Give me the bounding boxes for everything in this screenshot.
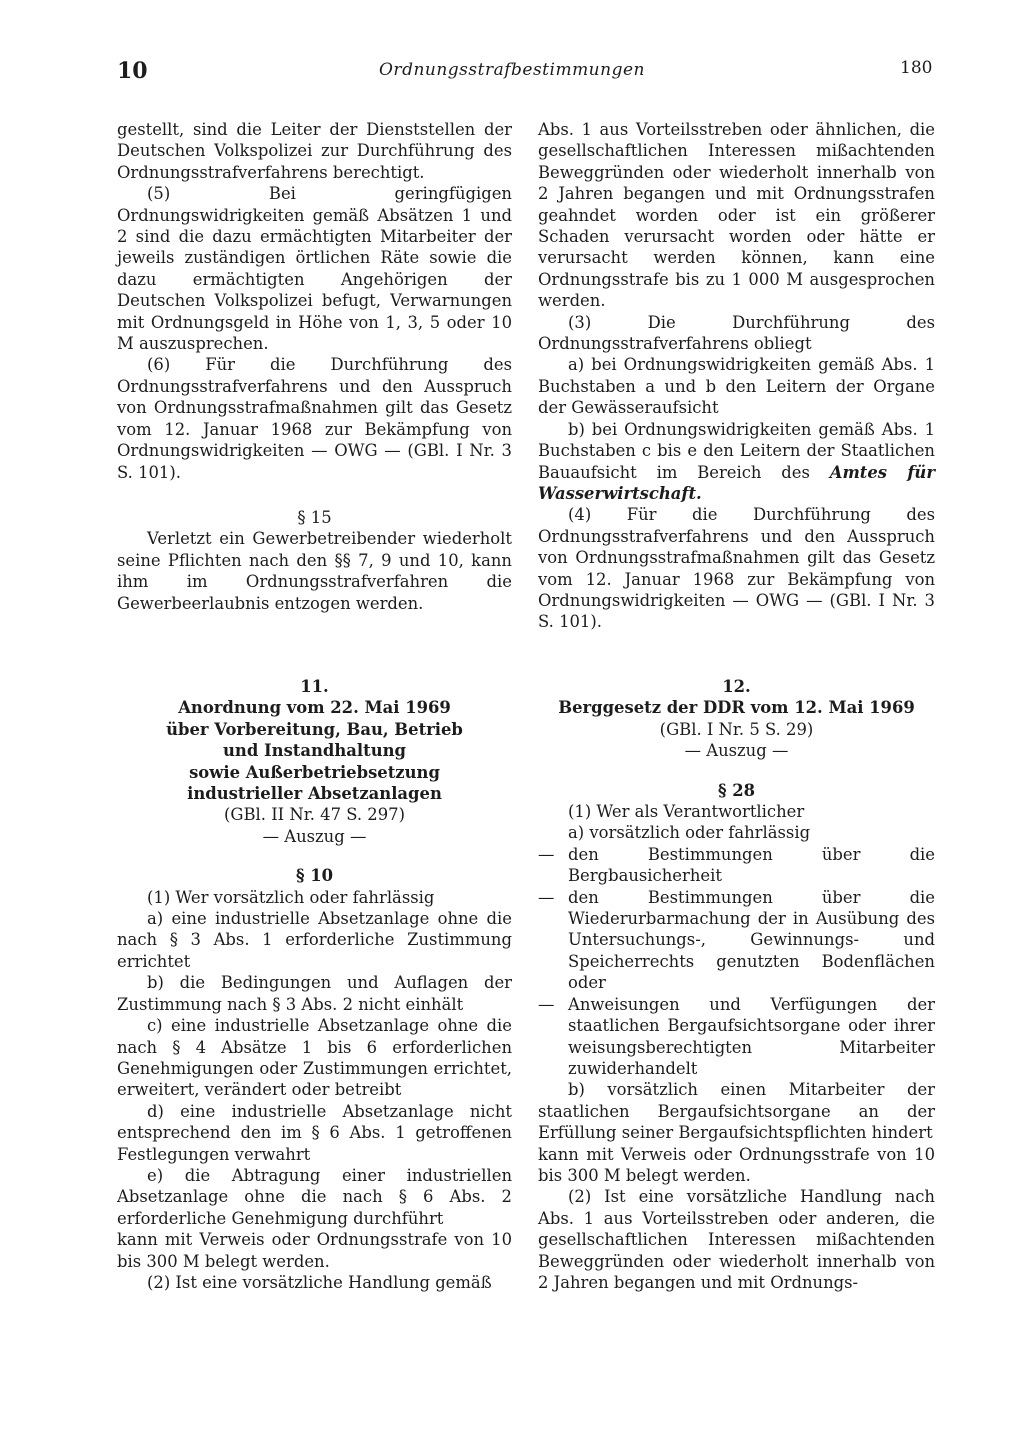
dash-item — [538, 887, 935, 994]
section-heading: § 28 — [717, 780, 756, 800]
page-header — [0, 58, 1024, 88]
dash-item-text: den Bestimmungen über die Wiederurbarmachung der in Ausübung des Untersuchungs-, Gewinnungs- und Speicherrechts genutzten Bodenflächen oder — [568, 887, 935, 993]
paragraph: kann mit Verweis oder Ordnungsstrafe von 10 bis 300 M belegt werden. — [117, 1230, 512, 1271]
paragraph: kann mit Verweis oder Ordnungsstrafe von 10 bis 300 M belegt werden. — [538, 1144, 935, 1185]
right-column-top — [538, 119, 935, 633]
document-title-line: und Instandhaltung — [222, 741, 406, 761]
excerpt-label: — Auszug — — [262, 826, 367, 846]
paragraph: (2) Ist eine vorsätzliche Handlung gemäß — [147, 1272, 492, 1292]
document-number: 11. — [300, 677, 329, 696]
document-title-line: über Vorbereitung, Bau, Betrieb — [166, 719, 463, 739]
left-column-top — [117, 119, 512, 614]
dash-mark: — — [538, 887, 555, 907]
document-number: 12. — [722, 677, 751, 696]
dash-mark: — — [538, 994, 555, 1014]
paragraph: Verletzt ein Gewerbetreibender wiederholt seine Pflichten nach den §§ 7, 9 und 10, kann ihm im Ordnungsstrafverfahren die Gewerbeerlaubnis entzogen werden. — [117, 529, 512, 613]
document-title-line: Anordnung vom 22. Mai 1969 — [178, 698, 451, 718]
list-item: a) eine industrielle Absetzanlage ohne die nach § 3 Abs. 1 erforderliche Zustimmung errichtet — [117, 909, 512, 971]
gazette-reference: (GBl. II Nr. 47 S. 297) — [224, 805, 405, 825]
excerpt-label: — Auszug — — [684, 741, 789, 761]
paragraph: (1) Wer vorsätzlich oder fahrlässig — [147, 887, 435, 907]
section-heading: § 15 — [297, 507, 332, 527]
list-item: a) vorsätzlich oder fahrlässig — [568, 823, 811, 843]
dash-mark: — — [538, 844, 555, 864]
paragraph: (5) Bei geringfügigen Ordnungswidrigkeiten gemäß Absätzen 1 und 2 sind die dazu ermächtigten Mitarbeiter der jeweils zuständigen örtlichen Räte sowie die dazu ermächtigten Angehörigen der Deutschen Volkspolizei befugt, Verwarnungen mit Ordnungsgeld in Höhe von 1, 3, 5 oder 10 M auszusprechen. — [117, 184, 512, 354]
document-11 — [117, 676, 512, 1293]
document-title-line: industrieller Absetzanlagen — [187, 784, 442, 804]
section-heading: § 10 — [295, 866, 334, 886]
dash-item-text: den Bestimmungen über die Bergbausicherheit — [568, 844, 935, 886]
paragraph: (1) Wer als Verantwortlicher — [568, 802, 805, 822]
running-title: Ordnungsstrafbestimmungen — [379, 60, 645, 80]
dash-item-text: Anweisungen und Verfügungen der staatlichen Bergaufsichtsorgane oder ihrer weisungsberechtigten Mitarbeiter zuwiderhandelt — [568, 994, 935, 1078]
dash-item — [538, 844, 935, 887]
document-12 — [538, 676, 935, 1293]
paragraph: (6) Für die Durchführung des Ordnungsstrafverfahrens und den Ausspruch von Ordnungsstrafmaßnahmen gilt das Gesetz vom 12. Januar 1968 zur Bekämpfung von Ordnungswidrigkeiten — OWG — (GBl. I Nr. 3 S. 101). — [117, 355, 512, 482]
list-item: d) eine industrielle Absetzanlage nicht entsprechend den im § 6 Abs. 1 getroffenen Festlegungen verwahrt — [117, 1101, 512, 1164]
list-item: b) die Bedingungen und Auflagen der Zustimmung nach § 3 Abs. 2 nicht einhält — [117, 973, 512, 1014]
paragraph — [538, 419, 935, 505]
gazette-reference: (GBl. I Nr. 5 S. 29) — [659, 719, 814, 739]
dash-item — [538, 994, 935, 1080]
list-item: e) die Abtragung einer industriellen Absetzanlage ohne die nach § 6 Abs. 2 erforderliche Genehmigung durchführt — [117, 1165, 512, 1228]
paragraph: gestellt, sind die Leiter der Dienststellen der Deutschen Volkspolizei zur Durchführung des Ordnungsstrafverfahrens berechtigt. — [117, 120, 512, 182]
paragraph: (2) Ist eine vorsätzliche Handlung nach Abs. 1 aus Vorteilsstreben oder anderen, die gesellschaftlichen Interessen mißachtenden Beweggründen oder wiederholt innerhalb von 2 Jahren begangen und mit Ordnungs- — [538, 1187, 935, 1292]
list-item: b) vorsätzlich einen Mitarbeiter der staatlichen Bergaufsichtsorgane an der Erfüllung seiner Bergaufsichtspflichten hindert — [538, 1080, 935, 1143]
paragraph: (4) Für die Durchführung des Ordnungsstrafverfahrens und den Ausspruch von Ordnungsstrafmaßnahmen gilt das Gesetz vom 12. Januar 1968 zur Bekämpfung von Ordnungswidrigkeiten — OWG — (GBl. I Nr. 3 S. 101). — [538, 505, 935, 632]
chapter-number: 10 — [117, 58, 148, 84]
paragraph-text: b) bei Ordnungswidrigkeiten gemäß Abs. 1 Buchstaben c bis e den Leitern der Staatlichen Bauaufsicht im Bereich des — [538, 419, 935, 482]
document-title-line: sowie Außerbetriebsetzung — [189, 762, 440, 782]
paragraph: Abs. 1 aus Vorteilsstreben oder ähnlichen, die gesellschaftlichen Interessen mißachtenden Beweggründen oder wiederholt innerhalb von 2 Jahren begangen und mit Ordnungsstrafen geahndet worden oder ist ein größerer Schaden verursacht worden oder hätte er verursacht werden können, kann eine Ordnungsstrafe bis zu 1 000 M ausgesprochen werden. — [538, 120, 935, 311]
document-title: Berggesetz der DDR vom 12. Mai 1969 — [558, 698, 915, 718]
list-item: c) eine industrielle Absetzanlage ohne die nach § 4 Absätze 1 bis 6 erforderlichen Genehmigungen oder Zustimmungen errichtet, erweitert, verändert oder betreibt — [117, 1016, 512, 1100]
paragraph: (3) Die Durchführung des Ordnungsstrafverfahrens obliegt — [538, 312, 935, 354]
page-number: 180 — [900, 58, 933, 78]
authority-name: Amtes für Wasserwirtschaft. — [538, 462, 935, 503]
paragraph: a) bei Ordnungswidrigkeiten gemäß Abs. 1 Buchstaben a und b den Leitern der Organe der Gewässeraufsicht — [538, 355, 935, 418]
